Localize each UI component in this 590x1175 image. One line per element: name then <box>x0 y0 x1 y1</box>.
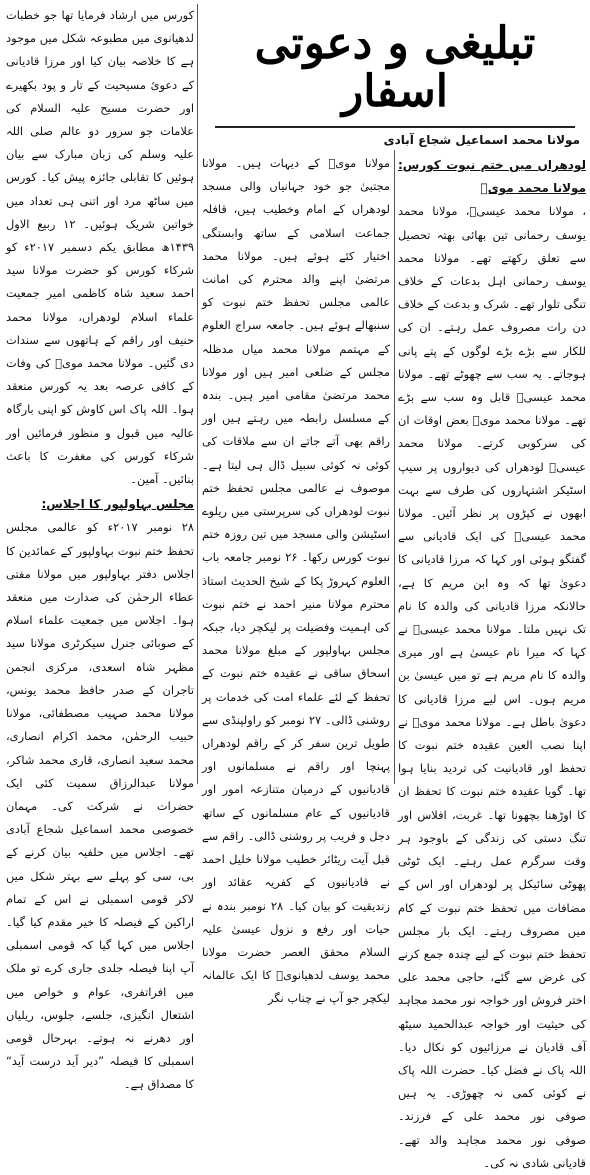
right-column <box>398 152 586 1170</box>
byline: مولانا محمد اسماعیل شجاع آبادی <box>383 133 580 147</box>
column-divider <box>197 4 198 784</box>
body-text: ، مولانا محمد عیسیؒ، مولانا محمد یوسف رحمانی تین بھائی بھتہ تحصیل سے تعلق رکھتے تھے۔ مولانا محمد یوسف رحمانی اہل بدعات کے خلاف تنگی تلوار تھے۔ شرک و بدعت کے خلاف دن رات مصروف عمل رہتے۔ ان کی للکار سے بڑے بڑے لوگوں کے پتے پانی ہوجاتے۔ یہ سب سے چھوٹے تھے۔ مولانا محمد عیسیؒ قابل وہ سب سے بڑے تھے۔ مولانا محمد مویؒ بعض اوقات ان کی سرکوبی کرتے۔ مولانا محمد عیسیؒ لودھراں کی دیواروں پر سیپ اسٹیکر اشتہاروں کی طرف سے بہت ابھوں نے کپڑوں پر نظر آئیں۔ مولانا محمد عیسیؒ کی ایک قادیانی سے گفتگو ہوئی اور کہا کہ مرزا قادیانی کا دعویٰ تھا کہ وہ ابن مریم کا ہے، حالانکہ مرزا قادیانی کی والدہ کا نام تک نہیں ملتا۔ مولانا محمد عیسیؒ نے کہا کہ میرا نام عیسیٰ ہے اور میری والدہ کا نام مریم ہے تو میں عیسیٰ بن مریم ہوں۔ اس لیے مرزا قادیانی کا دعویٰ باطل ہے۔ مولانا محمد مویؒ نے اپنا نصب العین عقیدہ ختم نبوت کا تحفظ اور قادیانیت کی تردید بنایا ہوا تھا۔ گویا عقیدہ ختم نبوت کا تحفظ ان کا اوڑھنا بچھونا تھا۔ غربت، افلاس اور تنگ دستی کی زندگی کے باوجود ہر وقت سرگرم عمل رہتے۔ ایک ٹوٹی پھوٹی سائیکل پر لودھراں اور اس کے مضافات میں تحفظ ختم نبوت کے کام میں مصروف رہتے۔ ایک بار مجلس تحفظ ختم نبوت کے لیے چندہ جمع کرنے کی غرض سے گئے، حاجی محمد علی اختر فروش اور خواجہ نور محمد مجاہد کی حیثیت اور خواجہ عبدالحمید سیٹھ آف قادیان نے مرزائیوں کو نکال دیا۔ اللہ پاک نے فضل کیا۔ حضرت اللہ پاک نے کوئی کمی نہ چھوڑی۔ یہ ہیں صوفی نور محمد علی کے فرزند۔ صوفی نور محمد مجاہد والد تھے۔ قادیانی شادی نہ کی۔ <box>398 204 586 1170</box>
column-divider <box>394 150 395 784</box>
headline-block <box>205 8 585 128</box>
body-text: کورس میں ارشاد فرمایا تھا جو خطبات لدھیانوی میں مطبوعہ شکل میں موجود ہے کا خلاصہ بیان کیا اور مرزا قادیانی کے دعوئ مسیحیت کے تار و پود بکھیرے اور حضرت مسیح علیہ السلام کی علامات جو سرور دو عالم صلی اللہ علیہ وسلم کی زبان مبارک سے بیان ہوئیں کا تقابلی جائزہ پیش کیا۔ کورس میں ساٹھ مرد اور اتنی ہی تعداد میں خواتین شریک ہوئیں۔ ۱۲ ربیع الاول ۱۴۳۹ھ مطابق یکم دسمبر ۲۰۱۷ء کو شرکاء کورس کو حضرت مولانا سید احمد سعید شاہ کاظمی امیر جمعیت علماء اسلام لودھراں، مولانا محمد حنیف اور راقم کے ہاتھوں سے سندات دی گئیں۔ مولانا محمد مویؒ کی وفات کے کافی عرصہ بعد یہ کورس منعقد ہوا۔ اللہ پاک اس کاوش کو اپنی بارگاہ عالیہ میں قبول و منظور فرمائیں اور شرکاء کورس کی مغفرت کا باعث بنائیں۔ آمین۔ <box>6 8 194 487</box>
center-column <box>202 152 390 1006</box>
headline: تبلیغی و دعوتی اسفار <box>254 18 536 117</box>
headline-rule <box>215 126 575 128</box>
body-text: ۲۸ نومبر ۲۰۱۷ء کو عالمی مجلس تحفظ ختم نبوت بہاولپور کے عمائدین کا اجلاس دفتر بہاولپور میں مولانا مفتی عطاء الرحمٰن کی صدارت میں منعقد ہوا۔ اجلاس میں جمعیت علماء اسلام کے صوبائی جنرل سیکرٹری مولانا سید مظہر شاہ اسعدی، مرکزی انجمن تاجران کے صدر حافظ محمد یونس، مولانا محمد صہیب مصطفائی، مولانا حبیب الرحمٰن، محمد اکرام انصاری، محمد سعید انصاری، قاری محمد شاکر، مولانا عبدالرزاق سمیت کئی ایک حضرات نے شرکت کی۔ مہمان خصوصی محمد اسماعیل شجاع آبادی تھے۔ اجلاس میں حلفیہ بیان کرنے کے بی، سی کو پہلے سے بہتر شکل میں لاکر قومی اسمبلی نے اس کے تمام اراکین کے فیصلہ کا خیر مقدم کیا گیا۔ اجلاس میں کہا گیا کہ قومی اسمبلی آپ اپنا فیصلہ جلدی جاری کرے تو ملک میں افراتفری، عوام و خواص میں اشتعال انگیزی، جلسے، جلوس، ریلیاں اور دھرنے نہ ہوتے۔ بہرحال قومی اسمبلی کا فیصلہ ”دیر آید درست آید“ کا مصداق ہے۔ <box>6 520 194 1092</box>
section-subhead: مجلس بہاولپور کا اجلاس: <box>41 497 194 512</box>
section-subhead: لودھراں میں ختم نبوت کورس: مولانا محمد مویؒ <box>398 158 586 196</box>
body-text: مولانا مویؒ کے دیہات ہیں۔ مولانا مجتبیٰ جو خود جہانیاں والی مسجد لودھراں کے امام وخطیب ہیں، قافلہ جماعت اسلامی کے ساتھ وابستگی اختیار کئے ہوئے ہیں۔ مولانا محمد مرتضیٰ اپنے والد محترم کی امانت عالمی مجلس تحفظ ختم نبوت کو سنبھالے ہوئے ہیں۔ جامعہ سراج العلوم کے مہتمم مولانا محمد میاں مدظلہ مجلس کے ضلعی امیر ہیں اور مولانا محمد مرتضیٰ مقامی امیر ہیں۔ بندہ کے مسلسل رابطہ میں رہتے ہیں اور راقم بھی آتے جاتے ان سے ملاقات کی کوئی نہ کوئی سبیل ڈال ہی لیتا ہے۔ موصوف نے عالمی مجلس تحفظ ختم نبوت لودھراں کی سرپرستی میں ریلوے اسٹیشن والی مسجد میں تین روزہ ختم نبوت کورس رکھا۔ ۲۶ نومبر جامعہ باب العلوم کہروڑ پکا کے شیخ الحدیث استاذ محترم مولانا منیر احمد نے ختم نبوت کی اہمیت وفضیلت پر لیکچر دیا، جبکہ مجلس بہاولپور کے مبلغ مولانا محمد اسحاق ساقی نے عقیدہ ختم نبوت کے تحفظ کے لئے علماء امت کی خدمات پر روشنی ڈالی۔ ۲۷ نومبر کو راولپنڈی سے طویل ترین سفر کر کے راقم لودھراں پہنچا اور راقم نے مسلمانوں اور قادیانیوں کے درمیان متنازعہ امور اور قادیانیوں کے عام مسلمانوں کے ساتھ دجل و فریب پر روشنی ڈالی۔ راقم سے قبل آیت ریٹائر خطیب مولانا خلیل احمد نے قادیانیوں کے کفریہ عقائد اور زندیقیت کو بیان کیا۔ ۲۸ نومبر بندہ نے حیات اور رفع و نزول عیسیٰ علیہ السلام محقق العصر حضرت مولانا محمد یوسف لدھیانویؒ کا ایک عالمانہ لیکچر جو آپ نے چناب نگر <box>202 156 390 1006</box>
left-column <box>6 4 194 1092</box>
